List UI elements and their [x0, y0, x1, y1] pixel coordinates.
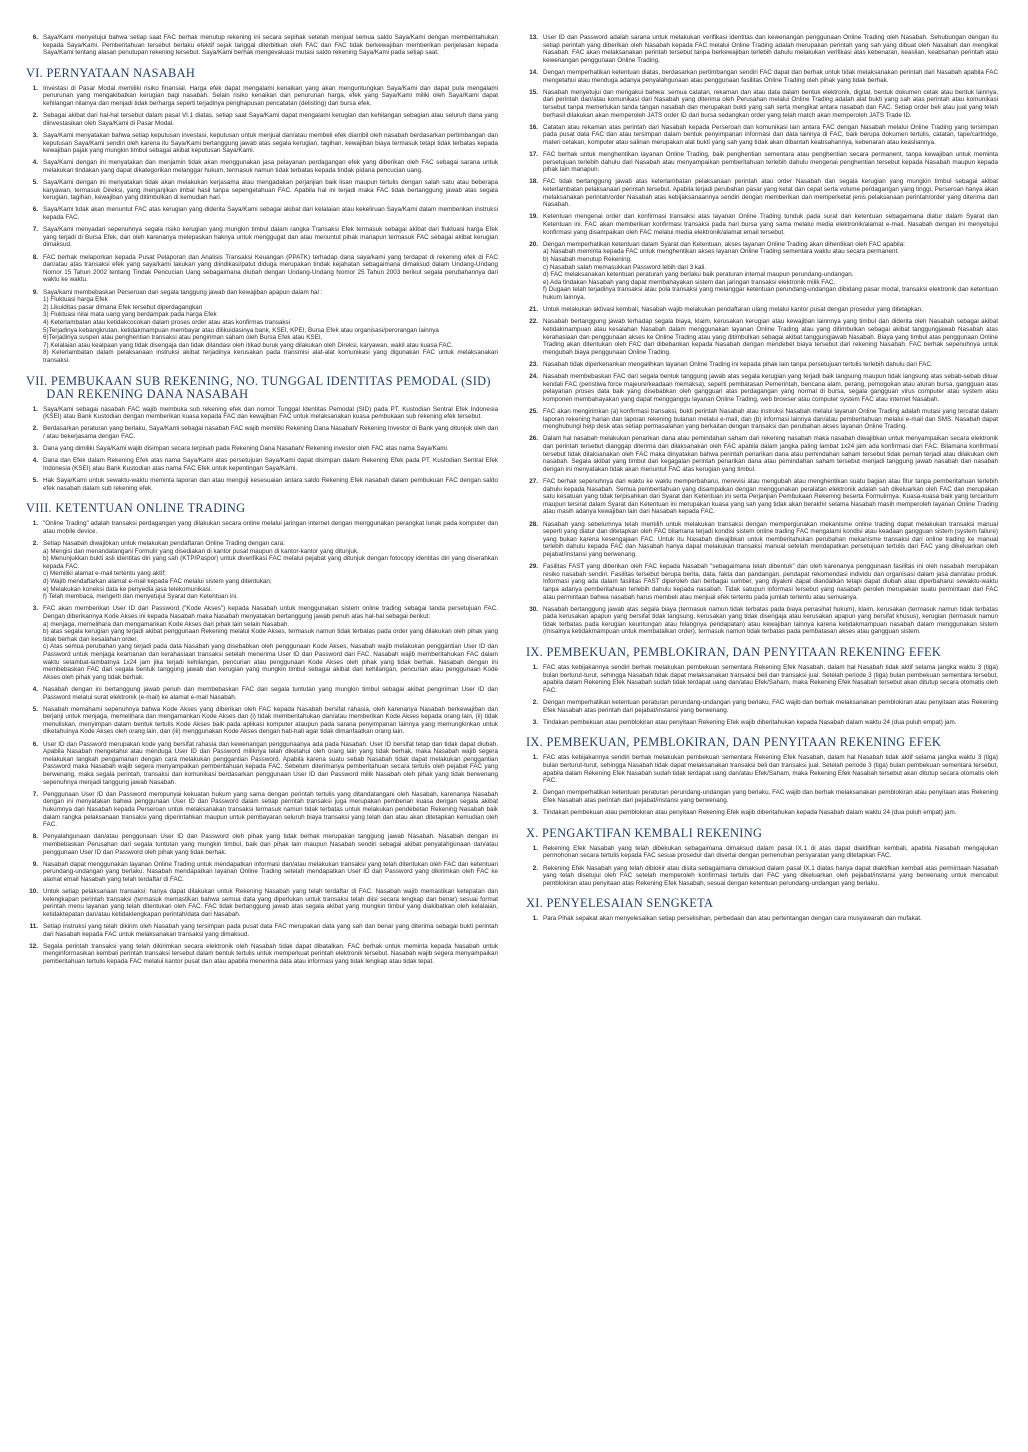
clause-text: Untuk setiap pelaksanaan transaksi: hanya dapat dilakukan untuk Rekening Nasabah yang telah terdaftar di FAC. Nasabah wajib memastikan ketepatan dan kelengkapan perintah transaksi (termasuk memastikan bahwa semua data yang diperlukan untuk transaksi telah diisi secara lengkap dan benar) sesuai format perintah menu layanan yang telah ditentukan oleh FAC. FAC tidak bertanggung jawab atas segala akibat yang mungkin timbul yang diakibatkan oleh kelalaian, ketidaktepatan dan/atau ketidaklengkapan perintah/data dari Nasabah.	[43, 888, 498, 918]
clause-item	[22, 406, 498, 421]
clause-number: 6.	[32, 740, 38, 748]
clause-item	[22, 179, 498, 202]
clause-number: 9.	[32, 860, 38, 868]
clause-number: 1.	[532, 844, 538, 852]
clause-number: 1.	[532, 664, 538, 672]
clause-number: 3.	[32, 131, 38, 139]
clause-number: 1.	[532, 915, 538, 923]
clause-text: Tindakan pembekuan atau pemblokiran atau penyitaan Rekening Efek wajib diberitahukan kepada Nasabah dalam waktu 24 (dua puluh empat) jam.	[543, 718, 957, 726]
clause-text: Nasabah dengan ini bertanggung jawab penuh dan membebaskan FAC dari segala tuntutan yang mungkin timbul sebagai akibat pengiriman User ID dan Password melalui surat elektronik (e-mail) ke alamat e-mail Nasabah.	[43, 685, 498, 701]
clause-item	[22, 206, 498, 221]
clause-number: 27.	[529, 478, 538, 485]
clause-number: 3.	[32, 605, 38, 613]
clause-number: 8.	[32, 253, 38, 261]
clause-number: 1.	[532, 754, 538, 762]
clause-item	[22, 520, 498, 535]
clause-text: Ketentuan mengenai order dan konfirmasi transaksi atas layanan Online Trading tunduk pada surat dan ketentuan sebagaimana diatur dalam Syarat dan Ketentuan ini. FAC akan memberikan konfirmasi transaksi pada hari bursa yang sama melalui media elektronik/alamat e-mail. Nasabah dengan ini menyetujui konfirmasi yang disampaikan oleh FAC melalui media elektronik/alamat email tersebut.	[543, 213, 998, 236]
clause-item	[22, 888, 498, 918]
clause-number: 21.	[529, 306, 538, 314]
clause-text: Dana yang dimiliki Saya/Kami wajib disimpan secara terpisah pada Rekening Dana Nasabah/ Rekening investor oleh FAC atas nama Saya/Kami.	[43, 445, 449, 453]
section-title: X. PENGAKTIFAN KEMBALI REKENING	[526, 825, 763, 840]
clause-item	[522, 361, 998, 369]
terms-document	[22, 34, 1008, 1442]
clause-item	[22, 85, 498, 108]
section-title: XI. PENYELESAIAN SENGKETA	[526, 896, 714, 911]
clause-number: 2.	[32, 540, 38, 548]
section-title: VIII. KETENTUAN ONLINE TRADING	[26, 501, 246, 516]
clause-number: 5.	[32, 179, 38, 187]
clause-number: 7.	[32, 226, 38, 234]
clause-text: User ID dan Password merupakan kode yang bersifat rahasia dan kewenangan penggunaanya ada pada Nasabah. User ID bersifat tetap dan tidak dapat diubah. Apabila Nasabah mengetahui atau menduga User ID dan Password miliknya telah diketahui oleh orang lain yang tidak berhak, maka Nasabah wajib segera melakukan langkah pengamanan dengan cara melakukan penggantian Password. Apabila karena suatu sebab Nasabah tidak dapat melakukan penggantian Password maka Nasabah wajib segera menyampaikan pemberitahuan kepada FAC. Sebelum diterimanya pemberitahuan secara tertulis oleh pejabat FAC yang berwenang, maka segala perintah, transaksi dan komunikasi berdasarkan penggunaan User ID dan Password milik Nasabah oleh pihak yang tidak berwenang sepenuhnya menjadi tanggung jawab Nasabah.	[43, 740, 498, 786]
clause-number: 2.	[532, 789, 538, 797]
clause-text: FAC atas kebijakannya sendiri berhak melakukan pembekuan sementara Rekening Efek Nasabah, dalam hal Nasabah tidak aktif selama jangka waktu 3 (tiga) bulan berturut-turut, sehingga Nasabah tidak dapat melaksanakan transaksi beli dan transaksi jual. Setelah periode 3 (tiga) bulan pembekuan sementara tersebut, apabila dalam Rekening Efek Nasabah sudah tidak terdapat uang dan/atau Efek/Saham, maka Rekening Efek Nasabah tersebut akan ditutup secara otomatis oleh FAC.	[543, 754, 998, 785]
clause-item	[522, 915, 998, 923]
clause-item	[22, 34, 498, 57]
clause-item	[522, 241, 998, 302]
clause-item	[522, 306, 998, 314]
clause-text: Penyalahgunaan dan/atau penggunaan User ID dan Password oleh pihak yang tidak berhak merupakan tanggung jawab Nasabah. Nasabah dengan ini membebaskan Perusahan dari segala tuntutan yang mungkin timbul, baik dari pihak lain maupun Nasabah sendiri sebagai akibat penyalahgunaan dan/atau penggunaan User ID dan Password oleh pihak yang tidak berhak.	[43, 833, 498, 856]
clause-number: 11.	[29, 923, 38, 931]
clause-item	[522, 865, 998, 888]
clause-text: Nasabah yang sebelumnya telah memilih untuk melakukan transaksi dengan mempergunakan mekanisme online trading dapat melakukan transaksi manual seperti yang diatur dan ditetapkan oleh FAC bilamana terjadi kondisi sistem online trading FAC mengalami kondisi atau keadaan gangguan sistem (system failure) yang bukan karena kesengajaan FAC. Untuk itu Nasabah diwajibkan untuk memberitahukan perubahan mekanisme transaksi dari online trading ke manual terlebih dahulu kepada FAC dan Nasabah hanya dapat melakukan transaksi manual setelah mendapatkan persetujuan tertulis dari FAC yang dikeluarkan oleh pejabat/instansi yang berwenang.	[543, 520, 998, 558]
clause-item	[522, 521, 998, 559]
clause-item	[522, 213, 998, 236]
clause-number: 10.	[29, 888, 38, 896]
clause-number: 18.	[529, 178, 538, 186]
clause-item	[22, 833, 498, 856]
clause-item	[522, 664, 998, 694]
clause-item	[22, 132, 498, 155]
right-column	[522, 34, 998, 928]
clause-item	[22, 706, 498, 736]
clause-number: 28.	[529, 520, 538, 528]
section-title: VII. PEMBUKAAN SUB REKENING, NO. TUNGGAL IDENTITAS PEMODAL (SID) DAN REKENING DANA NASABAH	[26, 373, 491, 401]
clause-text: Saya/Kami menyetujui bahwa setiap saat FAC berhak menutup rekening ini secara sepihak setelah menjual semua saldo Saya/Kami dengan memberitahukan kepada Saya/Kami. Pemberitahuan tersebut berlaku efektif sejak tanggal diterbitkan oleh FAC dan FAC tidak berkewajiban memberikan penjelasan kepada Saya/Kami tentang alasan penutupan rekening tersebut. Saya/Kami berhak mengevaluasi mutasi saldo rekening Saya/Kami pada setiap saat.	[43, 34, 498, 57]
clause-item	[522, 719, 998, 727]
clause-number: 30.	[529, 605, 538, 613]
clause-item	[22, 254, 498, 284]
clause-item	[22, 741, 498, 787]
clause-item	[22, 477, 498, 492]
clause-text: Rekening Efek Nasabah yang telah diblokir atau disita sebagaimana dimaksud dalam pasal IX.1 diatas hanya dapat diaktifkan kembali atas permintaan Nasabah yang telah disetujui oleh FAC setelah memperoleh konfirmasi tertulis dari FAC yang dikeluarkan oleh pejabat/instansi yang berwenang untuk mencabut pemblokiran atau penyitaan atas Rekening Efek Nasabah, sesuai dengan ketentuan perundang-undangan yang berlaku.	[543, 864, 998, 887]
clause-item	[522, 408, 998, 431]
clause-text: Segala perintah transaksi yang telah dikirimkan secara elektronik oleh Nasabah tidak dapat dibatalkan. FAC berhak untuk meminta kepada Nasabah untuk menginformasikan kembali perintah transaksi tersebut dalam bentuk tertulis untuk memperkuat perintah elektronik tersebut. Nasabah wajib segera menyampaikan pemberitahuan tertulis kepada FAC melalui kantor pusat dan atau apabila menerima data atau informasi yang tidak lengkap atau tidak tepat.	[43, 942, 498, 966]
clause-item	[22, 226, 498, 249]
clause-item	[522, 124, 998, 147]
clause-item	[522, 34, 998, 64]
clause-item	[522, 89, 998, 119]
clause-text: FAC akan mengirimkan (a) konfirmasi transaksi, bukti perintah Nasabah atau instruksi Nasabah melalui layanan Online Trading adalah mutasi yang tercatat dalam laporan rekening harian dan laporan rekening bulanan melalui e-mail, dan (b) informasi lainnya dan/atau pemberitahuan melalui e-mail dan SMS. Nasabah dapat menghubungi help desk atas setiap permasalahan yang berkaitan dengan transaksi dan perubahan akses layanan Online Trading.	[543, 408, 998, 431]
clause-item	[22, 159, 498, 174]
clause-text: Setiap Nasabah diwajibkan untuk melakukan pendaftaran Online Trading dengan cara: a) Mengisi dan menandatangani Formulir yang disediakan di kantor pusat maupun di kantor-kantor yang ditunjuk. b) Menunjukkan bukti asli identitas diri yang sah (KTP/Paspor) untuk diverifikasi FAC melalui pejabat yang ditunjuk dengan fotocopy identitas diri yang diserahkan kepada FAC. c) Memiliki alamat e-mail tertentu yang aktif; d) Wajib mendaftarkan alamat e-mail kepada FAC melalui sistem yang ditentukan; e) Melakukan koneksi data ke penyedia jasa telekomunikasi. f) Telah membaca, mengerti dan menyetujui Syarat dan Ketentuan ini.	[43, 540, 498, 601]
clause-item	[22, 540, 498, 601]
clause-text: User ID dan Password adalah sarana untuk melakukan verifikasi identitas dan kewenangan penggunaan Online Trading oleh Nasabah. Sehubungan dengan itu setiap perintah yang diberikan oleh Nasabah kepada FAC melalui Online Trading adalah merupakan perintah yang sah yang dibuat oleh Nasabah dan mengikat Nasabah. FAC akan melaksanakan perintah tersebut tanpa berkewajiban terlebih dahulu melakukan verifikasi atas kebenaran, keaslian, keabsahan perintah atau kewenangan penggunaan Online Trading.	[543, 34, 998, 64]
clause-text: Saya/Kami menyatakan bahwa setiap keputusan investasi, keputusan untuk menjual dan/atau membeli efek diambil oleh nasabah berdasarkan pertimbangan dan keputusan Saya/Kami sendiri oleh karena itu Saya/Kami bertanggung jawab atas segala kerugian, tagihan, kewajiban biaya termasuk tetapi tidak terbatas kepada kewajiban pajak yang mungkin timbul sebagai akibat keputusan Saya/Kami.	[43, 131, 498, 155]
clause-number: 9.	[32, 288, 38, 296]
clause-text: Dana dan Efek dalam Rekening Efek atas nama Saya/Kami atas persetujuan Saya/Kami dapat disimpan dalam Rekening Efek pada PT. Kustodian Sentral Efek Indonesia (KSEI) atau Bank Kustodian atas nama FAC Efek untuk kepentingan Saya/Kami.	[43, 457, 498, 472]
clause-number: 3.	[532, 809, 538, 817]
clause-item	[22, 457, 498, 472]
clause-text: Dengan memperhatikan ketentuan dalam Syarat dan Ketentuan, akses layanan Online Trading akan dihentikan oleh FAC apabila: a) Nasabah meminta kepada FAC untuk menghentikan akses layanan Online Trading sementara waktu atau secara permanent. b) Nasabah menutup Rekening. c) Nasabah salah memasukkan Password lebih dari 3 kali. d) FAC melaksanakan ketentuan peraturan yang berlaku baik peraturan internal maupun perundang-undangan. e) Ada tindakan Nasabah yang dapat membahayakan sistem dan jaringan transaksi elektronik milik FAC. f) Dugaan telah terjadinya transaksi atau pola transaksi yang melanggar ketentuan perundang-undangan dibidang pasar modal, transaksi elektronik dan ketentuan hukum lainnya.	[543, 240, 998, 301]
clause-text: Saya/Kami dengan ini menyatakan tidak akan melakukan kerjasama atau mengadakan perjanjian baik lisan maupun tertulis dengan salah satu atau beberapa karyawan, termasuk Direksi, yang menjanjikan imbal hasil tanpa sepengetahuan FAC. Apabila hal ini terjadi maka FAC tidak bertanggung jawab atas segala kerugian, tagihan, kewajiban yang ditimbulkan di kemudian hari.	[43, 179, 498, 202]
section-title: IX. PEMBEKUAN, PEMBLOKIRAN, DAN PENYITAAN REKENING EFEK	[526, 645, 942, 660]
clause-text: FAC tidak bertanggung jawab atas keterlambatan pelaksanaan perintah atau order Nasabah dan segala kerugian yang mungkin timbul sebagai akibat keterlambatan pelaksanaan perintah tersebut. Apabila terjadi perubahan pasar yang ketat dan cepat serta volume perdagangan yang tinggi, Perseroan hanya akan melaksanakan perintah/order Nasabah atas kebijaksanaannya sendiri dengan memberikan dan memperketat jenis pelaksanaan perintah/order yang diterima dari Nasabah.	[543, 178, 998, 209]
clause-text: Saya/Kami sebagai nasabah FAC wajib membuka sub rekening efek dan nomor Tunggal Identitas Pemodal (SID) pada PT. Kustodian Sentral Efek Indonesia (KSEI) atau Bank Kustodian dengan memberikan kuasa kepada FAC dan kewajiban FAC untuk melaksanakan kuasa pembukaan sub rekening efek tersebut.	[43, 405, 498, 421]
clause-number: 25.	[529, 408, 538, 416]
clause-text: "Online Trading" adalah transaksi perdagangan yang dilakukan secara online melalui jaringan internet dengan menggunakan perangkat lunak pada komputer dan atau mobile device.	[43, 520, 498, 535]
clause-number: 2.	[532, 864, 538, 872]
clause-text: Nasabah membebaskan FAC dari segala bentuk tanggung jawab atas segala kerugian yang terjadi baik langsung maupun tidak langsung atas sebab-sebab diluar kendali FAC (peristiwa force majeure/keadaan memaksa), seperti pembatasan Pemerintah, bencana alam, perang, pemogokan atau aturan bursa, gangguan atas pelayanan proses data baik yang disebabkan oleh gangguan atas perdagangan yang normal di bursa, segala gangguan virus computer atau system atau komponen membahayakan yang dapat mengganggu layanan Online Trading, web browser atau computer system FAC atau internet Nasabah.	[543, 373, 998, 403]
clause-text: FAC berhak untuk menghentikan layanan Online Trading, baik penghentian sementara atau penghentian secara permanent, tanpa kewajiban untuk meminta persetujuan terlebih dahulu dari Nasabah atau menyampaikan pemberitahuan terlebih dahulu mengenai penghentian tersebut kepada Nasabah maupun kepada pihak lain manapun.	[543, 151, 998, 174]
clause-text: Dengan memperhatikan ketentuan peraturan perundang-undangan yang berlaku, FAC wajib dan berhak melaksanakan pemblokiran atau penyitaan atas Rekening Efek Nasabah atas perintah dari pejabat/instansi yang berwenang.	[543, 699, 998, 714]
clause-number: 23.	[529, 360, 538, 368]
clause-number: 4.	[32, 159, 38, 167]
clause-text: Fasilitas FAST yang diberikan oleh FAC kepada Nasabah "sebagaimana telah dibentuk" dan oleh karenanya penggunaan fasilitas ini oleh nasabah merupakan resiko nasabah sendiri. Fasilitas tersebut berupa berita, data, fakta dan pandangan, pendapat rekomendasi individu dan organisasi dalam jasa dan/atau produk. Informasi yang ada dalam fasilitas FAST diperoleh dari berbagai sumber, yang diyakini dapat diandalkan tetapi dapat diubah atau diperbaharui sewaktu-waktu tanpa adanya pemberitahuan terlebih dahulu kepada nasabah. Tidak satupun informasi tersebut yang nasabah peroleh merupakan suatu permintaan dari FAC atau permintaan bahwa nasabah harus membeli atau menjual efek tertentu pada jumlah tertentu atau semuanya.	[543, 563, 998, 601]
clause-number: 2.	[32, 425, 38, 433]
clause-item	[22, 112, 498, 127]
clause-number: 8.	[32, 833, 38, 841]
clause-item	[22, 686, 498, 701]
clause-number: 7.	[32, 790, 38, 798]
clause-text: Catatan atau rekaman atas perintah dari Nasabah kepada Perseroan dan komunikasi lain antara FAC dengan Nasabah melalui Online Trading yang tersimpan pada pusat data FAC dan atau tersimpan dalam bentuk penyimpanan informasi dan data lainnya di FAC, baik berupa dokumen tertulis, catatan, tape/cartridge, materi cetakan, komputer atau salinan merupakan alat bukti yang sah yang tidak akan dibantah keabsahannya, kebenaran atau keasliannya.	[543, 123, 998, 146]
clause-text: Untuk melakukan aktivasi kembali, Nasabah wajib melakukan pendaftaran ulang melalui kantor pusat dengan prosedur yang ditetapkan.	[543, 306, 923, 314]
clause-text: Dengan memperhatikan ketentuan diatas, berdasarkan pertimbangan sendiri FAC dapat dan berhak untuk tidak melaksanakan perintah dari Nasabah apabila FAC mengetahui atau menduga adanya penyalahgunaan atau penggunaan fasilitas Online Trading oleh pihak yang tidak berhak.	[543, 68, 998, 84]
clause-item	[522, 151, 998, 174]
clause-number: 1.	[32, 84, 38, 92]
clause-text: Dalam hal nasabah melakukan penarikan dana atau pemindahan saham dari rekening nasabah maka nasabah diwajibkan untuk menyampaikan secara elektronik dan perintah tersebut dianggap diterima dan dilaksanakan oleh FAC apabila dalam jangka paling lambat 1x24 jam ada konfirmasi dari FAC. Bilamana konfirmasi tersebut tidak dilaksanakan oleh FAC maka dinyatakan bahwa perintah penarikan dana atau pemindahan saham tersebut tidak pernah terjadi atau dilakukan oleh nasabah. Segala akibat yang timbul dari kegagalan perintah penarikan dana atau pemindahan saham tersebut menjadi tanggung jawab nasabah dan nasabah dengan ini menyatakan tidak akan menuntut FAC atas kerugian yang timbul.	[543, 435, 998, 473]
clause-number: 13.	[529, 34, 538, 41]
clause-number: 16.	[529, 123, 538, 131]
clause-text: Sebagai akibat dari hal-hal tersebut dalam pasal VI.1 diatas, setiap saat Saya/Kami dapat mengalami kerugian dan kehilangan sebagian atau seluruh dana yang diinvestasikan oleh Saya/Kami di Pasar Modal.	[43, 112, 498, 127]
clause-text: Nasabah bertanggung jawab atas segala biaya (termasuk namun tidak terbatas pada biaya penasihat hukum), klaim, kerusakan (termasuk namun tidak terbatas pada kerusakan apapun yang bersifat tidak langsung, kerusakan yang tidak disengaja atau kerusakan apapun yang bersifat khusus), kerugian (termasuk namun tidak terbatas pada kerugian keuntungan atau hilangnya pendapatan) atau kewajiban lainnya karena ketidakmampuan nasabah dalam menggunakan sistem (misalnya ketidakmampuan untuk membatalkan order), termasuk namun tidak terbatas pada pembatasan akses atau gangguan sistem.	[543, 605, 998, 636]
clause-item	[522, 178, 998, 208]
clause-text: FAC berhak sepenuhnya dari waktu ke waktu memperbaharui, merevisi atau mengubah atau menghentikan suatu bagian atau fitur tanpa pemberitahuan terlebih dahulu kepada Nasabah. Semua pemberitahuan yang disampaikan dengan menggunakan peralatan elektronik adalah sah dikeluarkan oleh FAC dan merupakan satu kesatuan yang tidak terpisahkan dari Syarat dan Ketentuan ini serta Perjanjian Pembukaan Rekening beserta Formulirnya. Kuasa-kuasa baik yang tercantum maupun tersirat dalam Syarat dan Ketentuan ini merupakan kuasa yang sah yang tidak akan berakhir selama Nasabah masih memperoleh layanan Online Trading atau masih adanya kewajiban lain dari Nasabah kepada FAC.	[543, 478, 998, 516]
clause-item	[522, 318, 998, 356]
clause-text: Saya/Kami menyadari sepenuhnya segala risiko kerugian yang mungkin timbul dalam rangka Transaksi Efek termasuk sebagai akibat dari fluktuasi harga Efek yang terjadi di Bursa Efek, dan oleh karenanya melepaskan haknya untuk menggugat dan atau menuntut pihak manapun termasuk FAC sebagai akibat kerugian dimaksud.	[43, 226, 498, 249]
clause-number: 6.	[32, 34, 38, 41]
section-title: VI. PERNYATAAN NASABAH	[26, 65, 196, 80]
clause-text: FAC berhak melaporkan kepada Pusat Pelaporan dan Analisis Transaksi Keuangan (PPATK) terhadap dana saya/kami yang terdapat di rekening efek di FAC dan/atau atas transaksi efek yang saya/kami lakukan yang diindikasi/patut diduga merupakan tindak kejahatan sebagaimana dimaksud dalam Undang-Undang Nomor 15 Tahun 2002 tentang Tindak Pencucian Uang sebagaimana diubah dengan Undang-Undang Nomor 25 Tahun 2003 berikut segala perubahannya dari waktu ke waktu.	[43, 253, 498, 284]
clause-item	[522, 789, 998, 804]
clause-item	[22, 289, 498, 365]
clause-item	[522, 845, 998, 860]
clause-number: 24.	[529, 373, 538, 381]
clause-text: Nasabah dapat menggunakan layanan Online Trading untuk mendapatkan informasi dan/atau melakukan transaksi yang telah ditentukan oleh FAC dan ketentuan perundang-undangan yang berlaku. Nasabah mendapatkan layanan Online Trading setelah mendapatkan User ID dan Password yang dikirimkan oleh FAC ke alamat email Nasabah yang telah terdaftar di FAC.	[43, 860, 498, 883]
clause-text: Investasi di Pasar Modal memiliki risiko finansial. Harga efek dapat mengalami kenaikan yang akan menguntungkan Saya/Kami dan dapat pula mengalami penurunan yang mengakibatkan kerugian bagi nasabah. Selain risiko kenaikan dan penurunan harga, efek yang Saya/Kami miliki oleh Saya/Kami dapat kehilangan nilainya dan menjadi tidak berharga seperti terjadinya penghapusan pencatatan (delisting) dari bursa efek.	[43, 84, 498, 107]
clause-item	[22, 791, 498, 829]
clause-text: Hak Saya/Kami untuk sewaktu-waktu meminta laporan dan atau menguji kesesuaian antara saldo Rekening Efek nasabah dalam pembukuan FAC dengan saldo efek nasabah dalam sub rekening efek.	[43, 477, 498, 492]
clause-number: 4.	[32, 685, 38, 693]
clause-number: 12.	[29, 942, 38, 950]
clause-number: 2.	[532, 699, 538, 707]
clause-text: Saya/kami membebaskan Perseroan dari segala tanggung jawab dan kewajiban apapun dalam hal : 1) Fluktuasi harga Efek 2) Likuiditas pasar dimana Efek tersebut diperdagangkan 3) Fluktuasi nilai mata uang yang berdampak pada harga Efek 4) Keterlambatan atau ketidakcocokan dalam proses order atau atas konfirmas transaksi 5)Terjadinya kebangkrutan, ketidakmampuan membayar atau dilikuidasinya bank, KSEI, KPEI, Bursa Efek atau organisasi/perorangan lainnya 6)Terjadinya suspen atau penghentian transaksi atau pengiriman saham oleh Bursa Efek atau KSEI, 7) Kelalaian atau kealpaan yang tidak disengaja dan tidak dilandasi oleh itikad buruk yang dilakukan oleh Direksi, karyawan, wakil atau kuasa FAC. 8) Keterlambatan dalam pelaksanaan instruksi akibat terjadinya kerusakan pada transmisi alat-alat komunikasi yang digunakan FAC untuk melaksanakan transaksi.	[43, 288, 498, 364]
clause-number: 15.	[529, 88, 538, 96]
clause-item	[22, 425, 498, 440]
clause-number: 6.	[32, 206, 38, 214]
clause-text: Rekening Efek Nasabah yang telah dibekukan sebagaimana dimaksud dalam pasal IX.1 di atas dapat diaktifkan kembali, apabila Nasabah mengajukan permohonan secara tertulis kepada FAC sesuai prosedur dan disertai dengan pemenuhan persyaratan yang ditetapkan FAC.	[543, 844, 998, 860]
clause-text: Tindakan pembekuan atau pemblokiran atau penyitaan Rekening Efek wajib diberitahukan kepada Nasabah dalam waktu 24 (dua puluh empat) jam.	[543, 809, 957, 817]
clause-text: Nasabah menyetujui dan mengakui bahwa: semua catatan, rekaman dan atau data dalam bentuk elektronik, digital, bentuk dokumen cetak atau bentuk lainnya, dari perintah dan/atau komunikasi dari Nasabah yang diterima oleh Perusahan melalui Online Trading adalah alat bukti yang sah atas perintah atau komunikasi tersebut tanpa memerlukan tanda tangan nasabah dan merupakan bukti yang sah serta mengikat antara nasabah dan FAC. Setiap order beli atau jual yang telah berhasil dilakukan akan memperoleh JATS order ID dari bursa sedangkan order yang telah match akan memperoleh JATS Trade ID.	[543, 88, 998, 119]
clause-number: 5.	[32, 705, 38, 713]
clause-number: 4.	[32, 457, 38, 465]
clause-item	[22, 943, 498, 966]
clause-item	[22, 605, 498, 681]
clause-number: 26.	[529, 435, 538, 443]
clause-number: 5.	[32, 477, 38, 485]
clause-text: Berdasarkan peraturan yang berlaku, Saya/Kami sebagai nasabah FAC wajib memiliki Rekening Dana Nasabah/ Rekening Investor di Bank yang ditunjuk oleh dan / atau bekerjasama dengan FAC.	[43, 425, 498, 440]
clause-number: 17.	[529, 151, 538, 159]
clause-item	[22, 861, 498, 884]
clause-item	[522, 606, 998, 636]
section-title: IX. PEMBEKUAN, PEMBLOKIRAN, DAN PENYITAAN REKENING EFEK	[526, 735, 942, 750]
clause-text: Nasabah bertanggung jawab terhadap segala biaya, klaim, kerusakan kerugian atau kewajiban lainnnya yang timbul dan diderita oleh Nasabah sebagai akibat ketidakmampuan atau kesalahan Nasabah dalam menggunakan layanan Online Trading atau yang ditimbulkan sebagai akibat tanggungjawab Nasabah atas kerahasiaan dan penggunaan akses ke Online Trading atau yang ditimbulkan sebagai akibat tanggungjawab Nasabah. Biaya yang timbul atas penggunaan Online Trading akan ditentukan oleh FAC dan dibebankan kepada Nasabah dengan mendebet biaya tersebut dari rekening Nasabah. FAC berhak sepenuhnya untuk mengubah biaya penggunaan Online Trading.	[543, 318, 998, 356]
clause-number: 29.	[529, 563, 538, 571]
clause-text: Para Pihak sepakat akan menyelesaikan setiap perselisihan, perbedaan dan atau pertentangan dengan cara musyawarah dan mufakat.	[543, 915, 922, 923]
clause-text: Saya/Kami dengan ini menyatakan dan menjamin tidak akan menggunakan jasa pelayanan perdagangan efek yang diberikan oleh FAC sebagai sarana untuk melakukan tindakan yang dapat dikategorikan melanggar hukum, termasuk namun tidak terbatas kepada tindak pidana pencucian uang.	[43, 159, 498, 174]
clause-text: FAC akan memberikan User ID dan Password ("Kode Akses") kepada Nasabah untuk menggunakan sistem online trading sebagai tanda persetujuan FAC. Dengan diberikannya Kode Akses ini kepada Nasabah maka Nasabah menyatakan bertanggung jawab penuh atas hal-hal sebagai berikut: a) menjaga, memelihara dan mengamankan Kode Akses dari pihak lain selain Nasabah. b) atas segala kerugian yang terjadi akibat penggunaan Rekening melalui Kode Akses, termasuk namun tidak terbatas pada order yang dilakukan oleh pihak yang tidak berhak dan kesalahan order. c) Atas semua perubahan yang terjadi pada data Nasabah yang disebabkan oleh penggunaan Kode Akses, Nasabah wajib melakukan penggantian User ID dan Password untuk menjaga keamanan dan kerahasiaan transaksi setelah menerima User ID dan Password dari FAC. Nasabah wajib memberitahukan FAC dalam waktu selambat-lambatnya 1x24 jam jika terjadi kehilangan, pencurian atau penggunaan Kode Akses oleh pihak yang tidak berhak. Nasabah dengan ini membebaskan FAC dari segala bentuk tanggung jawab dan kerugian yang mungkin timbul sebagai akibat dari kehilangan, pencurian atau penggunaan Kode Akses oleh pihak yang tidak berhak.	[43, 605, 498, 681]
clause-item	[522, 699, 998, 714]
clause-number: 2.	[32, 112, 38, 120]
left-column	[22, 34, 498, 970]
clause-item	[522, 373, 998, 403]
clause-number: 19.	[529, 213, 538, 221]
clause-item	[22, 923, 498, 938]
clause-text: Penggunaan User ID dan Password mempunyai kekuatan hukum yang sama dengan perintah tertulis yang ditandatangani oleh Nasabah, karenanya Nasabah dengan ini menyatakan bahwa penggunaan User ID dan Password dalam setiap perintah transaksi juga merupakan pemberian kuasa dengan segala akibat hukumnya dari Nasabah kepada Perseroan untuk melaksanakan transaksi termasuk namun tidak terbatas untuk melakukan pendebetan Rekening Nasabah baik dalam rangka pelaksanaan transaksi yang diperintahkan maupun untuk pembayaran seluruh biaya transaksi yang telah dan atau akan ditetapkan kemudian oleh FAC.	[43, 790, 498, 829]
clause-item	[522, 435, 998, 473]
clause-item	[522, 563, 998, 601]
clause-number: 14.	[529, 68, 538, 76]
clause-number: 1.	[32, 405, 38, 413]
clause-number: 22.	[529, 318, 538, 326]
clause-text: Saya/Kami tidak akan menuntut FAC atas kerugian yang diderita Saya/Kami sebagai akibat dari kelalaian atau kekeliruan Saya/Kami dalam memberikan instruksi kepada FAC.	[43, 206, 498, 222]
clause-text: Dengan memperhatikan ketentuan peraturan perundang-undangan yang berlaku, FAC wajib dan berhak melaksanakan pemblokiran atau penyitaan atas Rekening Efek Nasabah atas perintah dari pejabat/instansi yang berwenang.	[543, 789, 998, 804]
clause-number: 3.	[532, 718, 538, 726]
clause-item	[522, 69, 998, 84]
clause-text: FAC atas kebijakannya sendiri berhak melakukan pembekuan sementara Rekening Efek Nasabah, dalam hal Nasabah tidak aktif selama jangka waktu 3 (tiga) bulan berturut-turut, sehingga Nasabah tidak dapat melaksanakan transaksi beli dan transaksi jual. Setelah periode 3 (tiga) bulan pembekuan sementara tersebut, apabila dalam Rekening Efek Nasabah sudah tidak terdapat uang dan/atau Efek/Saham, maka Rekening Efek Nasabah tersebut akan ditutup secara otomatis oleh FAC.	[543, 664, 998, 694]
clause-item	[522, 809, 998, 817]
clause-number: 3.	[32, 445, 38, 453]
clause-text: Setiap instruksi yang telah dikirim oleh Nasabah yang tersimpan pada pusat data FAC merupakan data yang sah dan benar yang diterima sebagai bukti perintah dari Nasabah kepada FAC untuk melaksanakan transaksi yang dimaksud.	[43, 923, 498, 938]
clause-number: 20.	[529, 240, 538, 248]
clause-text: Nasabah tidak diperkenankan mengalihkan layanan Online Trading ini kepada pihak lain tanpa persetujuan tertulis terlebih dahulu dari FAC.	[543, 360, 933, 368]
clause-item	[22, 445, 498, 453]
clause-number: 1.	[32, 520, 38, 528]
clause-item	[522, 754, 998, 784]
clause-text: Nasabah memahami sepenuhnya bahwa Kode Akses yang diberikan oleh FAC kepada Nasabah bersifat rahasia, oleh karenanya Nasabah berkewajiban dan berjanji untuk menjaga, memelihara dan mengamankan Kode Akses dan (i) tidak memberitahukan dan/atau memberikan Kode Akses kepada orang lain, (ii) tidak menuliskan, menyimpan dalam bentuk tertulis Kode Akses baik pada aplikasi komputer ataupun pada sarana penyimpanan lainnya yang memungkinkan untuk diketahuinya Kode Akses oleh orang lain, dan (iii) menggunakan Kode Akses dengan hati-hati agar tidak dimanfaatkan orang lain.	[43, 705, 498, 736]
clause-item	[522, 478, 998, 516]
